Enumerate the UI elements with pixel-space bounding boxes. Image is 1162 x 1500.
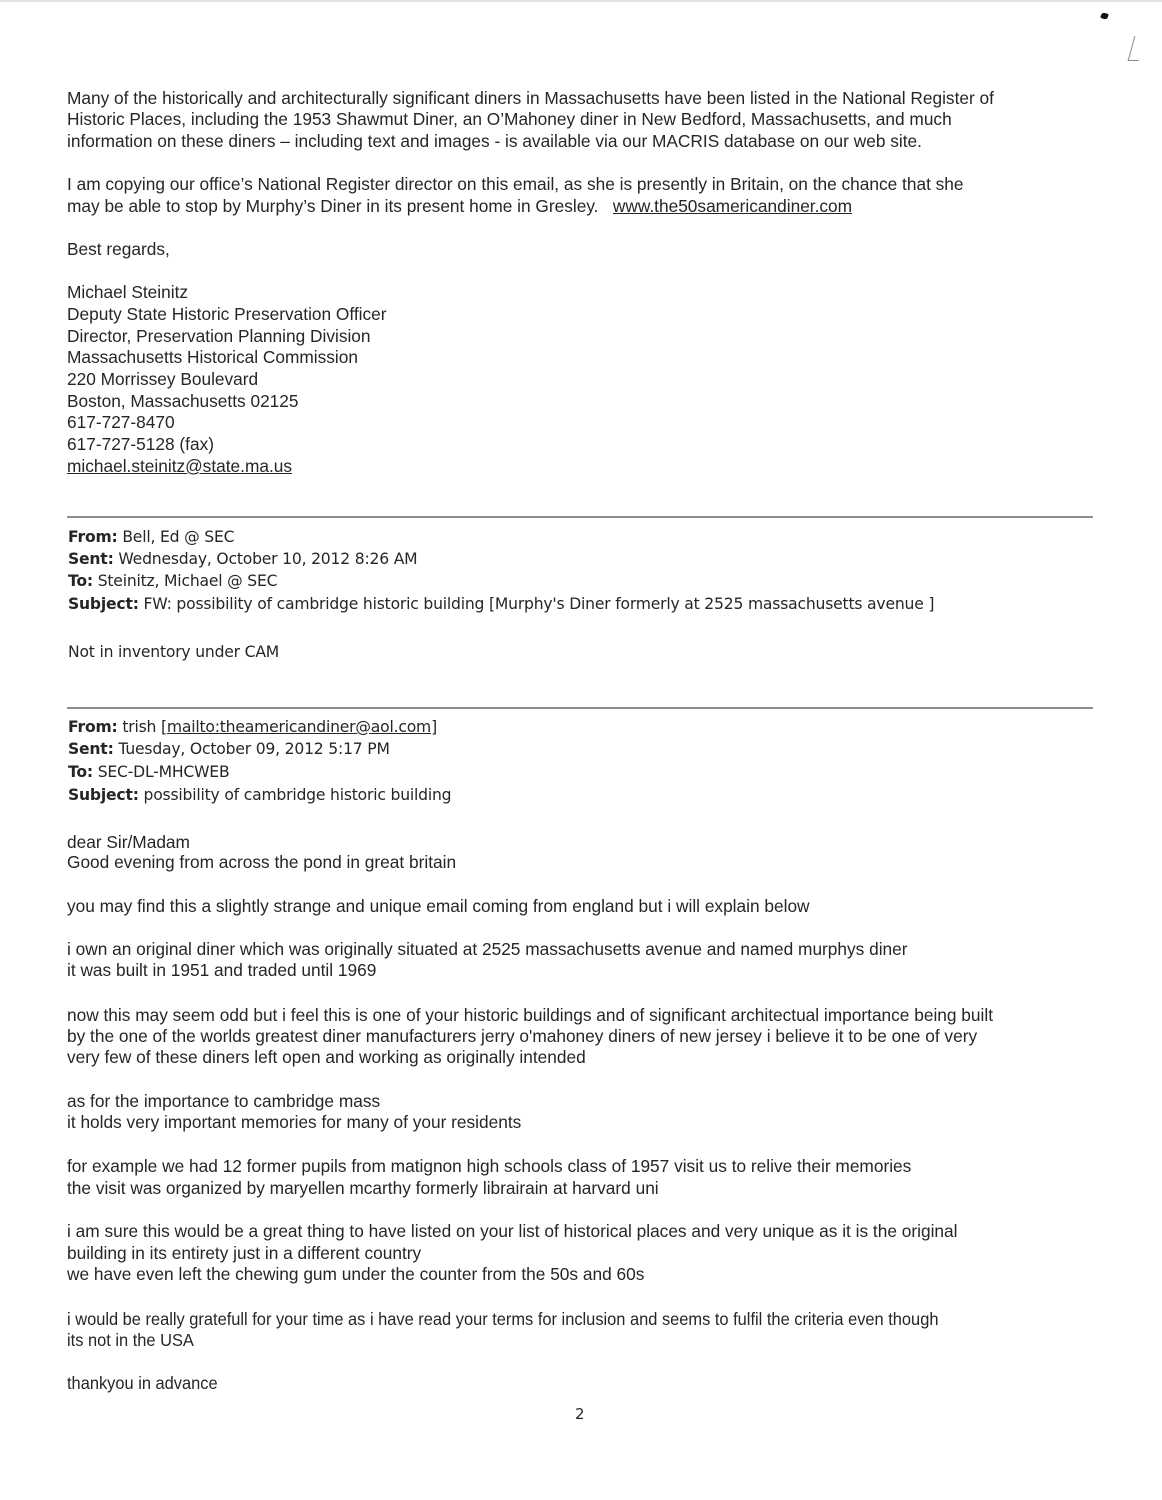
body-line: it holds very important memories for many of your residents [67, 1112, 522, 1132]
signature-email-link[interactable]: michael.steinitz@state.ma.us [67, 456, 293, 476]
sent-label: Sent: [68, 550, 114, 568]
signature-title: Deputy State Historic Preservation Officer [67, 304, 387, 324]
scan-speck-mark [1100, 12, 1109, 20]
forward-to: Steinitz, Michael @ SEC [97, 572, 278, 590]
body-line: i am sure this would be a great thing to have listed on your list of historical places and very unique as it is the original [67, 1221, 958, 1241]
scan-pen-mark [1128, 36, 1146, 61]
body-line: now this may seem odd but i feel this is one of your historic buildings and of significant architectual importance being built [67, 1005, 994, 1025]
forward-sent: Wednesday, October 10, 2012 8:26 AM [118, 550, 418, 568]
original-to-row [68, 762, 229, 784]
body-line: very few of these diners left open and working as originally intended [67, 1047, 586, 1067]
body-line: Good evening from across the pond in great britain [67, 852, 457, 872]
original-subject-row [68, 785, 451, 807]
signature-division: Director, Preservation Planning Division [67, 326, 371, 346]
website-link[interactable]: www.the50samericandiner.com [612, 196, 853, 216]
signature-fax: 617-727-5128 (fax) [67, 434, 214, 454]
closing: Best regards, [67, 239, 170, 259]
subject-label: Subject: [68, 786, 139, 804]
original-subject: possibility of cambridge historic building [143, 786, 452, 804]
bracket-open: [ [160, 718, 167, 736]
original-sent: Tuesday, October 09, 2012 5:17 PM [118, 740, 390, 758]
signature-city: Boston, Massachusetts 02125 [67, 391, 299, 411]
signature-street: 220 Morrissey Boulevard [67, 369, 259, 389]
reply-paragraph-1-line-1: Many of the historically and architecturally significant diners in Massachusetts have been listed in the National Register of [67, 88, 994, 108]
body-line: building in its entirety just in a different country [67, 1243, 422, 1263]
scan-top-edge [0, 0, 1162, 2]
sent-label: Sent: [68, 740, 114, 758]
original-from-name: trish [122, 718, 157, 736]
to-label: To: [68, 763, 93, 781]
from-label: From: [68, 528, 118, 546]
body-line: i own an original diner which was originally situated at 2525 massachusetts avenue and named murphys diner [67, 939, 908, 959]
body-line: its not in the USA [67, 1330, 194, 1350]
reply-paragraph-2-line-1: I am copying our office’s National Register director on this email, as she is presently in Britain, on the chance that she [67, 174, 964, 194]
subject-label: Subject: [68, 595, 139, 613]
signature-organization: Massachusetts Historical Commission [67, 347, 358, 367]
to-label: To: [68, 572, 93, 590]
forward-from-row [68, 527, 234, 549]
reply-paragraph-1-line-3: information on these diners – including text and images - is available via our MACRIS database on our web site. [67, 131, 922, 151]
reply-paragraph-1-line-2: Historic Places, including the 1953 Shawmut Diner, an O’Mahoney diner in New Bedford, Massachusetts, and much [67, 109, 952, 129]
reply-paragraph-2-text: may be able to stop by Murphy’s Diner in its present home in Gresley. [67, 196, 599, 216]
original-from-row [68, 717, 437, 739]
forward-body: Not in inventory under CAM [68, 643, 280, 661]
email-separator [67, 707, 1093, 709]
body-line: it was built in 1951 and traded until 1969 [67, 960, 377, 980]
body-line: as for the importance to cambridge mass [67, 1091, 381, 1111]
original-sent-row [68, 739, 390, 761]
body-line: the visit was organized by maryellen mcarthy formerly librairain at harvard uni [67, 1178, 659, 1198]
body-line: you may find this a slightly strange and unique email coming from england but i will explain below [67, 896, 810, 916]
forward-to-row [68, 571, 277, 593]
forward-subject: FW: possibility of cambridge historic building [Murphy's Diner formerly at 2525 massachusetts avenue ] [143, 595, 935, 613]
signature-name: Michael Steinitz [67, 282, 189, 302]
body-line: we have even left the chewing gum under the counter from the 50s and 60s [67, 1264, 645, 1284]
body-line: i would be really gratefull for your time as i have read your terms for inclusion and seems to fulfil the criteria even though [67, 1309, 939, 1329]
forward-subject-row [68, 594, 934, 616]
forward-sent-row [68, 549, 417, 571]
original-to: SEC-DL-MHCWEB [97, 763, 230, 781]
body-line: by the one of the worlds greatest diner manufacturers jerry o'mahoney diners of new jersey i believe it to be one of very [67, 1026, 978, 1046]
forward-from: Bell, Ed @ SEC [122, 528, 235, 546]
reply-paragraph-2-line-2 [67, 196, 852, 218]
page-number: 2 [575, 1405, 585, 1423]
from-label: From: [68, 718, 118, 736]
body-line: for example we had 12 former pupils from matignon high schools class of 1957 visit us to relive their memories [67, 1156, 912, 1176]
mailto-link[interactable]: mailto:theamericandiner@aol.com [166, 718, 432, 736]
body-line: thankyou in advance [67, 1373, 218, 1393]
body-line: dear Sir/Madam [67, 832, 190, 852]
signature-phone: 617-727-8470 [67, 412, 175, 432]
email-separator [67, 516, 1093, 518]
bracket-close: ] [431, 718, 437, 736]
